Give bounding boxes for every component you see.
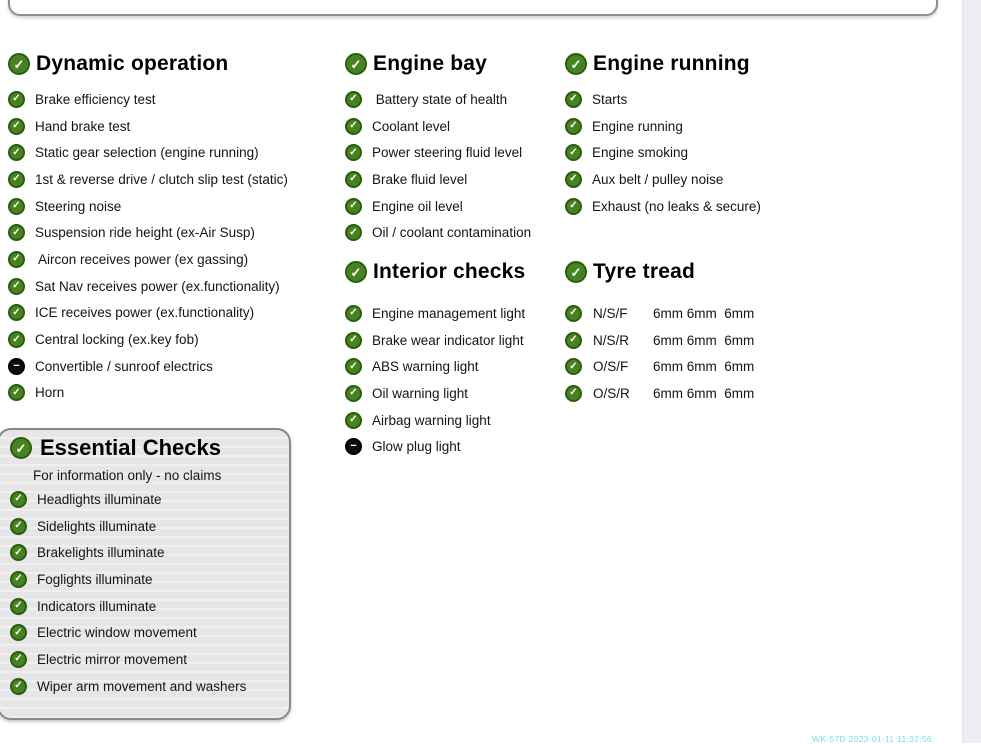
- check-item-label: Steering noise: [35, 198, 122, 214]
- check-item-label: Electric mirror movement: [37, 651, 188, 667]
- check-item-row: [10, 619, 289, 646]
- check-item-row: [8, 86, 340, 113]
- section-interior-checks: [345, 256, 563, 460]
- check-item-row: [565, 86, 795, 113]
- check-item-row: [345, 433, 563, 460]
- check-item-row: [8, 273, 340, 300]
- check-item-row: [345, 139, 563, 166]
- check-item-row: [565, 113, 795, 140]
- check-pass-icon: [565, 91, 582, 108]
- section-title: Interior checks: [373, 260, 526, 283]
- section-title: Essential Checks: [40, 435, 221, 460]
- check-pass-icon: [565, 385, 582, 402]
- check-item-label: Indicators illuminate: [37, 598, 157, 614]
- check-pass-icon: [345, 412, 362, 429]
- check-item-row: [8, 353, 340, 380]
- check-pass-icon: [10, 518, 27, 535]
- check-item-label: Suspension ride height (ex-Air Susp): [35, 225, 255, 241]
- check-item-label: Engine management light: [372, 305, 526, 321]
- tyre-depth-values: 6mm 6mm 6mm: [653, 305, 755, 321]
- check-item-label: Wiper arm movement and washers: [37, 678, 247, 694]
- check-item-label: Oil warning light: [372, 385, 469, 401]
- section-header: [8, 48, 340, 80]
- check-item-row: [8, 246, 340, 273]
- check-item-row: [8, 139, 340, 166]
- check-item-row: [565, 193, 795, 220]
- check-pass-icon: [8, 144, 25, 161]
- check-item-label: Horn: [35, 385, 65, 401]
- check-item-label: Glow plug light: [372, 439, 461, 455]
- check-item-label: Starts: [592, 91, 628, 107]
- section-header: [10, 432, 289, 464]
- section-title: Engine bay: [373, 52, 488, 75]
- check-pass-icon: [345, 144, 362, 161]
- check-pass-icon: [8, 278, 25, 295]
- check-item-row: [565, 353, 795, 380]
- check-item-label: Convertible / sunroof electrics: [35, 358, 213, 374]
- check-item-label: N/S/R: [593, 332, 630, 348]
- check-item-row: [565, 380, 795, 407]
- tyre-depth-values: 6mm 6mm 6mm: [653, 332, 755, 348]
- check-item-label: Electric window movement: [37, 625, 197, 641]
- check-item-label: O/S/F: [593, 359, 629, 375]
- check-pass-icon: [10, 678, 27, 695]
- check-pass-icon: [8, 304, 25, 321]
- section-title: Engine running: [593, 52, 750, 75]
- check-pass-icon: [345, 53, 367, 75]
- check-pass-icon: [345, 332, 362, 349]
- check-pass-icon: [10, 544, 27, 561]
- check-item-row: [8, 380, 340, 407]
- check-pass-icon: [8, 53, 30, 75]
- check-pass-icon: [565, 144, 582, 161]
- check-pass-icon: [345, 224, 362, 241]
- check-pass-icon: [565, 261, 587, 283]
- check-pass-icon: [345, 358, 362, 375]
- check-item-label: Airbag warning light: [372, 412, 491, 428]
- check-item-row: [345, 327, 563, 354]
- check-item-label: Brake efficiency test: [35, 91, 156, 107]
- check-item-row: [565, 139, 795, 166]
- check-item-label: Battery state of health: [372, 91, 508, 107]
- check-item-label: Sat Nav receives power (ex.functionality): [35, 278, 280, 294]
- check-item-label: Engine running: [592, 118, 683, 134]
- check-pass-icon: [8, 198, 25, 215]
- check-pass-icon: [8, 91, 25, 108]
- check-item-label: Engine oil level: [372, 198, 463, 214]
- check-pass-icon: [8, 331, 25, 348]
- tyre-depth-values: 6mm 6mm 6mm: [653, 385, 755, 401]
- scrollbar-track[interactable]: [962, 0, 981, 743]
- check-pass-icon: [565, 198, 582, 215]
- check-item-label: Power steering fluid level: [372, 145, 523, 161]
- check-pass-icon: [10, 651, 27, 668]
- check-item-row: [8, 113, 340, 140]
- check-item-row: [345, 353, 563, 380]
- check-item-row: [8, 300, 340, 327]
- top-card-bottom-edge: [8, 0, 938, 16]
- check-item-row: [345, 219, 563, 246]
- check-item-row: [10, 566, 289, 593]
- check-pass-icon: [8, 384, 25, 401]
- section-subtitle: For information only - no claims: [33, 467, 222, 483]
- section-title: Tyre tread: [593, 260, 695, 283]
- check-item-label: Exhaust (no leaks & secure): [592, 198, 761, 214]
- section-header: [565, 256, 795, 288]
- check-item-row: [10, 539, 289, 566]
- check-item-label: Aircon receives power (ex gassing): [35, 251, 249, 267]
- tyre-depth-values: 6mm 6mm 6mm: [653, 359, 755, 375]
- check-item-label: ABS warning light: [372, 359, 479, 375]
- check-item-label: Brakelights illuminate: [37, 545, 165, 561]
- check-pass-icon: [345, 171, 362, 188]
- check-item-label: Foglights illuminate: [37, 571, 153, 587]
- check-item-label: Sidelights illuminate: [37, 518, 157, 534]
- check-pass-icon: [345, 91, 362, 108]
- section-dynamic-operation: [8, 48, 340, 406]
- check-item-row: [8, 219, 340, 246]
- check-pass-icon: [10, 491, 27, 508]
- check-pass-icon: [8, 251, 25, 268]
- check-item-row: [345, 166, 563, 193]
- check-pass-icon: [565, 358, 582, 375]
- check-pass-icon: [10, 598, 27, 615]
- check-item-row: [565, 166, 795, 193]
- check-item-row: [10, 646, 289, 673]
- check-pass-icon: [345, 305, 362, 322]
- check-pass-icon: [565, 53, 587, 75]
- check-pass-icon: [8, 224, 25, 241]
- timestamp-watermark: WK-57D 2023-01-11 11:32:56: [812, 734, 932, 744]
- check-item-label: 1st & reverse drive / clutch slip test (static): [35, 171, 288, 187]
- check-item-row: [345, 380, 563, 407]
- not-checked-icon: [345, 438, 362, 455]
- check-pass-icon: [10, 437, 32, 459]
- check-item-row: [565, 300, 795, 327]
- check-item-row: [345, 300, 563, 327]
- check-item-row: [345, 193, 563, 220]
- check-item-label: Static gear selection (engine running): [35, 145, 259, 161]
- check-item-label: Brake fluid level: [372, 171, 468, 187]
- check-item-label: Central locking (ex.key fob): [35, 332, 199, 348]
- check-item-row: [345, 113, 563, 140]
- essential-checks-panel: [0, 428, 291, 720]
- check-item-row: [8, 193, 340, 220]
- check-item-row: [10, 593, 289, 620]
- check-pass-icon: [565, 118, 582, 135]
- check-pass-icon: [565, 305, 582, 322]
- section-engine-running: [565, 48, 795, 219]
- check-item-label: O/S/R: [593, 385, 630, 401]
- check-pass-icon: [345, 198, 362, 215]
- check-pass-icon: [345, 261, 367, 283]
- check-pass-icon: [8, 171, 25, 188]
- check-item-row: [565, 327, 795, 354]
- section-engine-bay: [345, 48, 563, 246]
- check-item-row: [10, 513, 289, 540]
- check-item-label: Aux belt / pulley noise: [592, 171, 724, 187]
- section-header: [345, 256, 563, 288]
- check-item-row: [345, 407, 563, 434]
- section-tyre-tread: [565, 256, 795, 407]
- check-item-row: [8, 326, 340, 353]
- check-pass-icon: [345, 118, 362, 135]
- check-item-label: Engine smoking: [592, 145, 689, 161]
- check-item-label: Coolant level: [372, 118, 451, 134]
- section-title: Dynamic operation: [36, 52, 229, 75]
- check-item-row: [345, 86, 563, 113]
- section-header: [565, 48, 795, 80]
- check-pass-icon: [8, 118, 25, 135]
- check-item-label: N/S/F: [593, 305, 628, 321]
- check-item-label: ICE receives power (ex.functionality): [35, 305, 255, 321]
- check-item-label: Brake wear indicator light: [372, 332, 524, 348]
- check-item-label: Hand brake test: [35, 118, 131, 134]
- check-pass-icon: [10, 624, 27, 641]
- check-item-label: Headlights illuminate: [37, 491, 162, 507]
- check-pass-icon: [565, 171, 582, 188]
- check-pass-icon: [565, 332, 582, 349]
- check-item-row: [10, 673, 289, 700]
- check-item-label: Oil / coolant contamination: [372, 225, 532, 241]
- section-header: [345, 48, 563, 80]
- check-item-row: [8, 166, 340, 193]
- check-item-row: [10, 486, 289, 513]
- not-checked-icon: [8, 358, 25, 375]
- check-pass-icon: [345, 385, 362, 402]
- check-pass-icon: [10, 571, 27, 588]
